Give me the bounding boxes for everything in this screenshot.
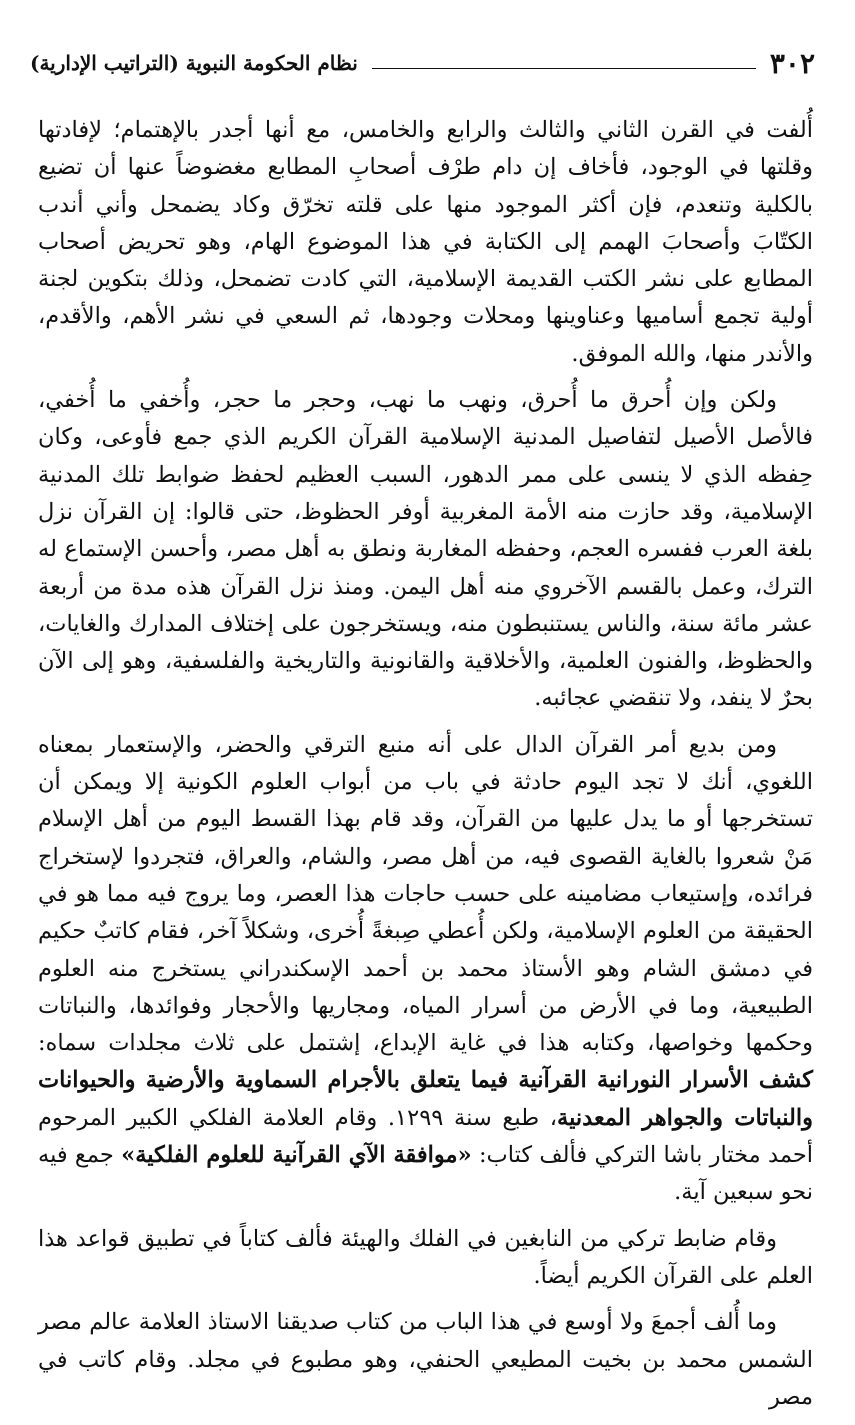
body-text [38,112,813,1425]
book-title-muwafaqat: «موافقة الآي القرآنية للعلوم الفلكية» [121,1142,472,1169]
book-title-kashf-al-asrar: كشف الأسرار النورانية القرآنية فيما يتعلق بالأجرام السماوية والأرضية والحيوانات والنباتات والجواهر المعدنية [38,1067,813,1131]
paragraph-3-text-after: جمع فيه نحو سبعين آية. [38,1142,813,1206]
page-number: ٣٠٢ [769,46,815,80]
running-title: نظام الحكومة النبوية (التراتيب الإدارية) [30,51,358,75]
paragraph-3-text-before: ومن بديع أمر القرآن الدال على أنه منبع الترقي والحضر، والإستعمار بمعناه اللغوي، أنك لا تجد اليوم حادثة في باب من أبواب العلوم الكونية إلا ويمكن أن تستخرجها أو ما يدل عليها من القرآن، وقد قام بهذا القسط اليوم من أهل الإسلام مَنْ شعروا بالغاية القصوى فيه، من أهل مصر، والشام، والعراق، فتجردوا لإستخراج فرائده، وإستيعاب مضامينه على حسب حاجات هذا العصر، وما يروج فيه مما هو في الحقيقة من العلوم الإسلامية، ولكن أُعطي صِبغةً أُخرى، وشكلاً آخر، فقام كاتبٌ حكيم في دمشق الشام وهو الأستاذ محمد بن أحمد الإسكندراني يستخرج منه العلوم الطبيعية، وما في الأرض من أسرار المياه، ومجاريها والأحجار وفوائدها، والنباتات وحكمها وخواصها، وكتابه هذا في غاية الإبداع، إشتمل على ثلاث مجلدات سماه: [38,731,813,1057]
paragraph-3-text-middle: ، طبع سنة ١٢٩٩. وقام العلامة الفلكي الكبير المرحوم أحمد مختار باشا التركي فألف كتاب: [38,1104,814,1169]
paragraph-1: أُلفت في القرن الثاني والثالث والرابع والخامس، مع أنها أجدر بالإهتمام؛ لإفادتها وقلتها في الوجود، فأخاف إن دام طرْف أصحابِ المطابع مغضوضاً عنها أن تضيع بالكلية وتنعدم، فإن أكثر الموجود منها على قلته تخرّق وكاد يضمحل وأني أندب الكتّابَ وأصحابَ الهمم إلى الكتابة في هذا الموضوع الهام، وهو تحريض أصحاب المطابع على نشر الكتب القديمة الإسلامية، التي كادت تضمحل، وذلك بتكوين لجنة أولية تجمع أساميها وعناوينها ومحلات وجودها، ثم السعي في نشر الأهم، والأقدم، والأندر منها، والله الموفق. [38,117,813,367]
paragraph-3 [38,727,813,1212]
paragraph-2: ولكن وإن أُحرق ما أُحرق، ونهب ما نهب، وحجر ما حجر، وأُخفي ما أُخفي، فالأصل الأصيل لتفاصيل المدنية الإسلامية القرآن الكريم الذي جمع فأوعى، وكان حِفظه الذي لا ينسى على ممر الدهور، السبب العظيم لحفظ ضوابط تلك المدنية الإسلامية، وقد حازت منه الأمة المغربية أوفر الحظوظ، حتى قالوا: إن القرآن نزل بلغة العرب ففسره العجم، وحفظه المغاربة ونطق به أهل مصر، وأحسن الإستماع له الترك، وعمل بالقسم الآخروي منه أهل اليمن. ومنذ نزل القرآن هذه مدة من أربعة عشر مائة سنة، والناس يستنبطون منه، ويستخرجون على إختلاف المدارك والغايات، والحظوظ، والفنون العلمية، والأخلاقية والقانونية والتاريخية والفلسفية، وهو إلى الآن بحرٌ لا ينفد، ولا تنقضي عجائبه. [38,387,813,712]
paragraph-4: وقام ضابط تركي من النابغين في الفلك والهيئة فألف كتاباً في تطبيق قواعد هذا العلم على القرآن الكريم أيضاً. [38,1225,813,1289]
paragraph-5: وما أُلف أجمعَ ولا أوسع في هذا الباب من كتاب صديقنا الاستاذ العلامة عالم مصر الشمس محمد بن بخيت المطيعي الحنفي، وهو مطبوع في مجلد. وقام كاتب في مصر [38,1309,813,1410]
header-rule [372,68,756,69]
page-header [30,40,815,86]
